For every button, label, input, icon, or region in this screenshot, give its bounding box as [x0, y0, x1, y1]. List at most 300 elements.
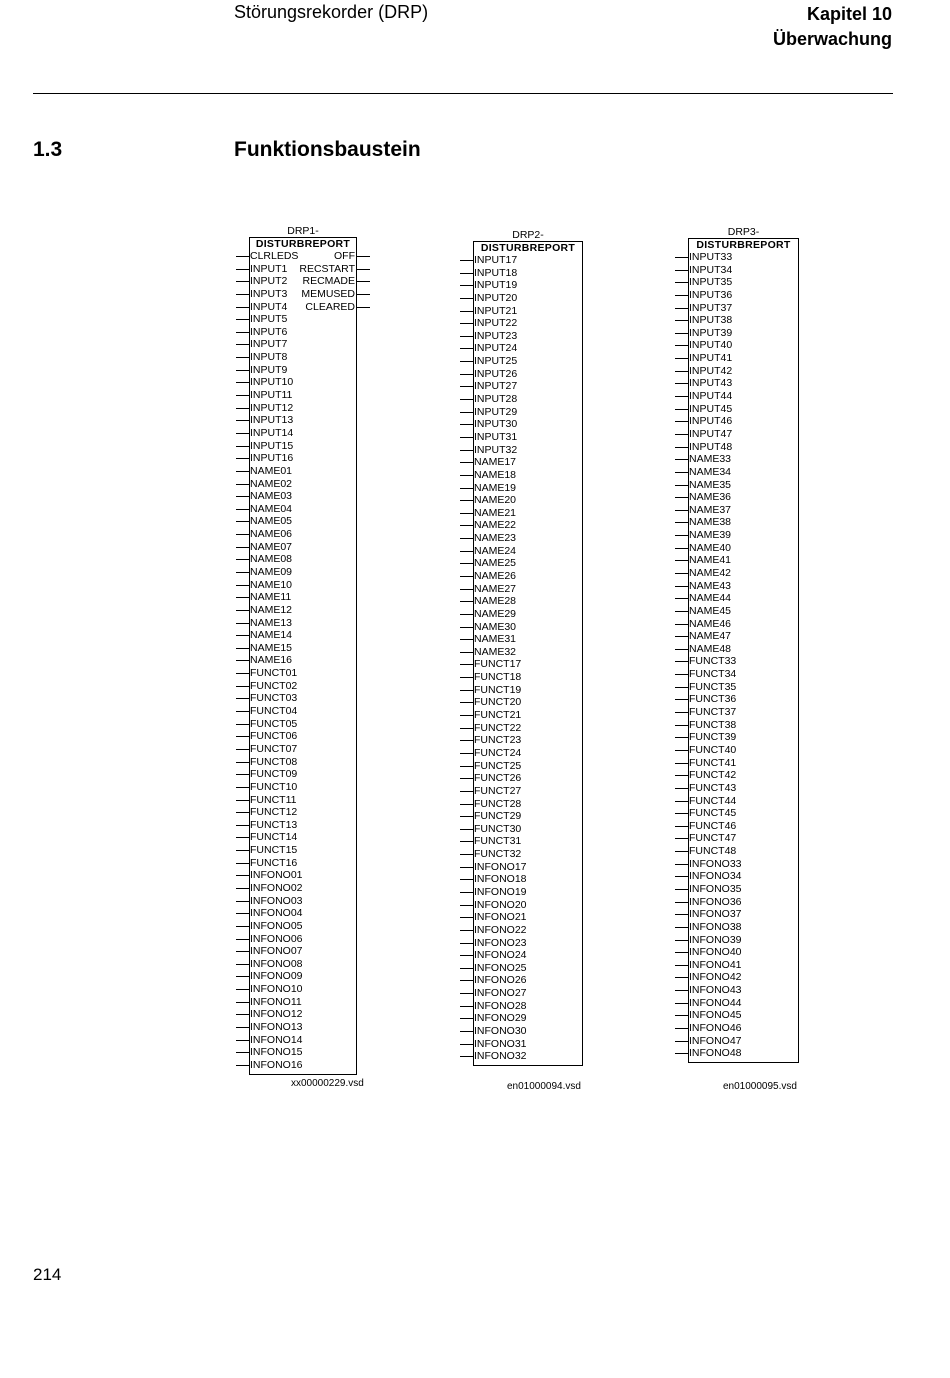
input-connector-line [236, 610, 249, 611]
input-connector-line [460, 677, 473, 678]
input-connector-line [236, 850, 249, 851]
input-connector-line [675, 712, 688, 713]
input-pin-label: FUNCT15 [250, 844, 298, 857]
input-connector-line [236, 686, 249, 687]
input-pin-label: INFONO46 [689, 1022, 742, 1035]
input-pin-label: INPUT10 [250, 376, 294, 389]
input-pin-label: FUNCT16 [250, 856, 298, 869]
input-connector-line [236, 901, 249, 902]
input-connector-line [675, 750, 688, 751]
input-pin-label: NAME38 [689, 516, 732, 529]
input-connector-line [675, 282, 688, 283]
input-pin-label: INPUT24 [474, 342, 518, 355]
input-pin-label: NAME22 [474, 519, 517, 532]
input-connector-line [236, 534, 249, 535]
input-pin-label: FUNCT42 [689, 769, 737, 782]
input-pin-label: INFONO12 [250, 1008, 303, 1021]
input-connector-line [236, 673, 249, 674]
input-pin-label: NAME30 [474, 620, 517, 633]
figure-file-id: en01000095.vsd [723, 1081, 797, 1092]
input-pin-label: INFONO16 [250, 1058, 303, 1071]
input-connector-line [236, 939, 249, 940]
input-pin-label: INPUT25 [474, 355, 518, 368]
input-pin-label: FUNCT44 [689, 794, 737, 807]
input-pin-label: INFONO42 [689, 971, 742, 984]
input-connector-line [675, 725, 688, 726]
input-pin-label: NAME44 [689, 592, 732, 605]
block-type-title: DISTURBREPORT [696, 239, 791, 251]
block-instance-label: DRP1- [287, 225, 319, 237]
input-connector-line [675, 396, 688, 397]
input-pin-label: INPUT16 [250, 452, 294, 465]
input-pin-label: INPUT4 [250, 300, 288, 313]
input-pin-label: INPUT34 [689, 263, 733, 276]
input-connector-line [675, 573, 688, 574]
input-connector-line [236, 951, 249, 952]
input-connector-line [236, 319, 249, 320]
input-pin-label: NAME09 [250, 566, 293, 578]
input-pin-label: FUNCT31 [474, 835, 522, 848]
input-pin-label: INFONO01 [250, 869, 303, 882]
input-pin-label: FUNCT08 [250, 755, 298, 768]
input-pin-label: NAME18 [474, 468, 517, 481]
input-pin-label: INPUT45 [689, 402, 733, 415]
input-connector-line [236, 521, 249, 522]
input-connector-line [236, 812, 249, 813]
input-pin-label: INFONO30 [474, 1025, 527, 1038]
input-pin-label: INPUT35 [689, 276, 733, 289]
input-pin-label: FUNCT17 [474, 658, 522, 671]
input-pin-label: INPUT28 [474, 393, 518, 406]
input-pin-label: FUNCT35 [689, 680, 737, 693]
input-connector-line [675, 788, 688, 789]
input-pin-label: NAME10 [250, 578, 293, 591]
input-pin-label: INPUT18 [474, 266, 518, 279]
input-connector-line [236, 547, 249, 548]
input-connector-line [675, 598, 688, 599]
input-connector-line [460, 930, 473, 931]
input-pin-label: NAME26 [474, 570, 517, 582]
input-pin-label: NAME35 [689, 478, 732, 491]
input-connector-line [675, 333, 688, 334]
input-connector-line [236, 471, 249, 472]
input-pin-label: INPUT38 [689, 314, 733, 327]
input-connector-line [675, 345, 688, 346]
input-pin-label: NAME48 [689, 642, 732, 655]
input-connector-line [236, 382, 249, 383]
input-connector-line [460, 551, 473, 552]
input-connector-line [460, 424, 473, 425]
input-pin-label: FUNCT46 [689, 819, 737, 832]
input-pin-label: NAME28 [474, 595, 517, 608]
input-connector-line [236, 787, 249, 788]
input-pin-label: FUNCT07 [250, 742, 298, 755]
input-pin-label: INPUT27 [474, 380, 518, 393]
input-connector-line [675, 472, 688, 473]
input-connector-line [460, 664, 473, 665]
input-connector-line [236, 863, 249, 864]
input-pin-label: FUNCT37 [689, 706, 737, 719]
input-connector-line [236, 698, 249, 699]
input-pin-label: INFONO17 [474, 860, 527, 873]
input-connector-line [236, 484, 249, 485]
input-pin-label: INFONO05 [250, 919, 303, 932]
input-pin-label: INPUT42 [689, 364, 733, 377]
input-pin-label: INFONO44 [689, 996, 742, 1009]
input-connector-line [460, 462, 473, 463]
block-type-title: DISTURBREPORT [255, 238, 351, 250]
input-pin-label: INPUT17 [474, 254, 518, 266]
input-connector-line [236, 269, 249, 270]
input-connector-line [236, 395, 249, 396]
output-pin-label: RECSTART [299, 262, 355, 275]
input-pin-label: NAME33 [689, 453, 732, 466]
input-pin-label: NAME14 [250, 629, 293, 642]
input-connector-line [236, 623, 249, 624]
input-pin-label: INFONO38 [689, 920, 742, 933]
input-connector-line [236, 458, 249, 459]
input-pin-label: NAME34 [689, 465, 732, 478]
input-pin-label: INFONO41 [689, 958, 742, 971]
input-pin-label: FUNCT30 [474, 822, 522, 835]
input-pin-label: INFONO27 [474, 987, 527, 1000]
input-connector-line [460, 955, 473, 956]
input-connector-line [236, 711, 249, 712]
input-pin-label: CLRLEDS [250, 250, 299, 262]
input-pin-label: INFONO47 [689, 1034, 742, 1047]
input-connector-line [236, 585, 249, 586]
input-connector-line [675, 383, 688, 384]
input-pin-label: FUNCT03 [250, 692, 298, 705]
input-pin-label: INPUT33 [689, 251, 733, 263]
input-connector-line [675, 813, 688, 814]
input-connector-line [236, 1065, 249, 1066]
input-pin-label: FUNCT01 [250, 667, 298, 680]
input-connector-line [460, 829, 473, 830]
input-pin-label: INPUT32 [474, 443, 518, 456]
input-connector-line [675, 320, 688, 321]
input-connector-line [675, 1003, 688, 1004]
input-pin-label: NAME25 [474, 557, 517, 570]
section-number: 1.3 [33, 138, 63, 161]
input-pin-label: INPUT5 [250, 313, 288, 326]
input-connector-line [236, 597, 249, 598]
input-pin-label: INFONO34 [689, 870, 742, 883]
input-connector-line [675, 497, 688, 498]
input-connector-line [236, 1014, 249, 1015]
input-connector-line [460, 488, 473, 489]
input-pin-label: NAME47 [689, 630, 732, 643]
input-pin-label: INFONO48 [689, 1047, 742, 1060]
input-connector-line [675, 1015, 688, 1016]
input-connector-line [460, 399, 473, 400]
input-connector-line [236, 648, 249, 649]
input-connector-line [675, 889, 688, 890]
input-pin-label: INFONO08 [250, 957, 303, 970]
input-connector-line [675, 1028, 688, 1029]
input-connector-line [460, 311, 473, 312]
input-pin-label: NAME23 [474, 532, 517, 545]
input-pin-label: INPUT44 [689, 390, 733, 403]
input-pin-label: INPUT20 [474, 291, 518, 304]
input-pin-label: NAME03 [250, 490, 293, 503]
input-pin-label: FUNCT32 [474, 848, 522, 861]
input-pin-label: FUNCT38 [689, 718, 737, 731]
input-connector-line [460, 740, 473, 741]
input-pin-label: INFONO23 [474, 936, 527, 949]
input-connector-line [675, 308, 688, 309]
input-pin-label: FUNCT12 [250, 806, 298, 819]
input-connector-line [236, 837, 249, 838]
input-pin-label: INPUT13 [250, 414, 294, 427]
input-connector-line [236, 964, 249, 965]
input-connector-line [460, 450, 473, 451]
input-pin-label: FUNCT36 [689, 693, 737, 706]
input-connector-line [236, 875, 249, 876]
input-pin-label: INPUT43 [689, 377, 733, 390]
input-pin-label: NAME19 [474, 481, 517, 494]
input-pin-label: INPUT21 [474, 304, 518, 317]
input-pin-label: FUNCT29 [474, 810, 522, 823]
input-pin-label: INFONO29 [474, 1012, 527, 1025]
input-pin-label: INPUT30 [474, 418, 518, 431]
input-connector-line [460, 867, 473, 868]
input-connector-line [675, 737, 688, 738]
input-pin-label: NAME42 [689, 567, 732, 579]
input-connector-line [675, 447, 688, 448]
input-connector-line [460, 627, 473, 628]
input-connector-line [460, 968, 473, 969]
input-connector-line [460, 1006, 473, 1007]
input-connector-line [675, 1041, 688, 1042]
input-connector-line [236, 1040, 249, 1041]
output-pin-label: MEMUSED [301, 287, 355, 300]
input-connector-line [460, 614, 473, 615]
input-pin-label: FUNCT45 [689, 807, 737, 820]
input-connector-line [236, 420, 249, 421]
input-connector-line [236, 736, 249, 737]
output-connector-line [357, 281, 370, 282]
input-connector-line [675, 371, 688, 372]
input-pin-label: NAME24 [474, 544, 517, 557]
header-right [773, 2, 892, 52]
input-pin-label: INPUT37 [689, 301, 733, 314]
figure-file-id: en01000094.vsd [507, 1081, 581, 1092]
input-connector-line [460, 766, 473, 767]
input-connector-line [236, 660, 249, 661]
input-connector-line [460, 336, 473, 337]
input-connector-line [460, 816, 473, 817]
input-pin-label: INPUT47 [689, 427, 733, 440]
input-connector-line [460, 917, 473, 918]
output-connector-line [357, 294, 370, 295]
input-connector-line [675, 801, 688, 802]
input-connector-line [675, 699, 688, 700]
input-pin-label: NAME43 [689, 579, 732, 592]
input-pin-label: INPUT15 [250, 439, 294, 452]
input-connector-line [460, 905, 473, 906]
input-connector-line [236, 357, 249, 358]
input-pin-label: NAME08 [250, 553, 293, 566]
input-connector-line [675, 409, 688, 410]
input-pin-label: FUNCT14 [250, 831, 298, 844]
input-connector-line [460, 538, 473, 539]
input-pin-label: INFONO35 [689, 883, 742, 895]
input-connector-line [675, 535, 688, 536]
input-connector-line [236, 294, 249, 295]
input-connector-line [675, 687, 688, 688]
input-pin-label: NAME16 [250, 654, 293, 667]
block-type-title: DISTURBREPORT [480, 242, 576, 254]
input-pin-label: INPUT39 [689, 326, 733, 339]
input-pin-label: INPUT36 [689, 288, 733, 301]
input-connector-line [460, 298, 473, 299]
input-pin-label: FUNCT21 [474, 709, 522, 722]
input-connector-line [675, 990, 688, 991]
input-pin-label: INFONO15 [250, 1046, 303, 1059]
input-connector-line [460, 702, 473, 703]
input-pin-label: NAME20 [474, 494, 517, 507]
output-pin-label: OFF [334, 250, 355, 262]
input-pin-label: FUNCT24 [474, 746, 522, 759]
input-pin-label: FUNCT47 [689, 832, 737, 845]
input-connector-line [460, 513, 473, 514]
input-connector-line [675, 358, 688, 359]
input-connector-line [460, 374, 473, 375]
input-pin-label: FUNCT25 [474, 759, 522, 772]
input-pin-label: FUNCT48 [689, 845, 737, 858]
input-connector-line [460, 841, 473, 842]
input-pin-label: FUNCT06 [250, 730, 298, 743]
input-connector-line [675, 586, 688, 587]
input-connector-line [236, 496, 249, 497]
input-pin-label: INPUT40 [689, 339, 733, 352]
input-connector-line [675, 421, 688, 422]
figure-file-id: xx00000229.vsd [291, 1078, 364, 1089]
header-divider [33, 93, 893, 94]
input-connector-line [236, 774, 249, 775]
input-connector-line [675, 826, 688, 827]
input-pin-label: NAME12 [250, 603, 293, 616]
input-connector-line [675, 902, 688, 903]
input-pin-label: FUNCT04 [250, 705, 298, 718]
input-connector-line [675, 510, 688, 511]
input-connector-line [236, 749, 249, 750]
input-connector-line [460, 386, 473, 387]
chapter-title: Überwachung [772, 29, 892, 49]
input-pin-label: FUNCT33 [689, 655, 737, 668]
input-pin-label: INPUT11 [250, 389, 293, 402]
input-pin-label: NAME17 [474, 456, 517, 469]
input-connector-line [460, 323, 473, 324]
input-connector-line [460, 273, 473, 274]
input-pin-label: INFONO45 [689, 1009, 742, 1022]
input-pin-label: FUNCT22 [474, 721, 522, 734]
input-connector-line [236, 256, 249, 257]
input-pin-label: FUNCT18 [474, 671, 522, 684]
input-pin-label: FUNCT26 [474, 772, 522, 785]
input-pin-label: INFONO14 [250, 1033, 303, 1046]
input-pin-label: NAME45 [689, 604, 732, 617]
input-pin-label: NAME31 [474, 633, 517, 646]
input-pin-label: INFONO18 [474, 873, 527, 886]
input-connector-line [236, 509, 249, 510]
input-connector-line [675, 624, 688, 625]
input-connector-line [460, 601, 473, 602]
input-pin-label: INFONO06 [250, 932, 303, 945]
input-pin-label: INPUT31 [474, 430, 518, 443]
input-connector-line [236, 1052, 249, 1053]
input-connector-line [460, 892, 473, 893]
input-pin-label: FUNCT28 [474, 797, 522, 810]
input-connector-line [675, 522, 688, 523]
input-pin-label: INFONO28 [474, 999, 527, 1012]
input-pin-label: INFONO21 [474, 911, 527, 924]
input-connector-line [460, 361, 473, 362]
input-connector-line [675, 838, 688, 839]
input-pin-label: INFONO33 [689, 857, 742, 870]
input-connector-line [460, 576, 473, 577]
input-pin-label: INPUT22 [474, 317, 518, 330]
input-pin-label: FUNCT19 [474, 683, 522, 696]
input-connector-line [236, 446, 249, 447]
input-pin-label: FUNCT41 [689, 756, 737, 769]
header-left-title: Störungsrekorder (DRP) [234, 2, 429, 22]
input-connector-line [675, 1053, 688, 1054]
block-instance-label: DRP2- [512, 229, 544, 241]
input-connector-line [460, 589, 473, 590]
input-connector-line [236, 332, 249, 333]
input-connector-line [460, 993, 473, 994]
input-pin-label: NAME15 [250, 641, 293, 654]
output-pin-label: RECMADE [302, 275, 355, 288]
input-connector-line [236, 1027, 249, 1028]
input-pin-label: INFONO19 [474, 886, 527, 898]
input-connector-line [460, 980, 473, 981]
input-connector-line [675, 940, 688, 941]
input-pin-label: INPUT46 [689, 415, 733, 428]
input-pin-label: FUNCT20 [474, 696, 522, 709]
input-pin-label: INFONO04 [250, 907, 303, 920]
input-connector-line [460, 285, 473, 286]
output-pin-label: CLEARED [305, 300, 355, 313]
input-connector-line [236, 307, 249, 308]
input-pin-label: FUNCT10 [250, 780, 298, 793]
input-pin-label: INFONO25 [474, 961, 527, 974]
input-connector-line [236, 559, 249, 560]
input-connector-line [460, 1044, 473, 1045]
input-pin-label: NAME13 [250, 616, 293, 629]
output-connector-line [357, 256, 370, 257]
input-pin-label: INFONO31 [474, 1037, 527, 1050]
input-connector-line [675, 927, 688, 928]
input-pin-label: INPUT48 [689, 440, 733, 453]
input-connector-line [675, 548, 688, 549]
input-connector-line [460, 500, 473, 501]
input-pin-label: INFONO13 [250, 1021, 303, 1034]
input-pin-label: INPUT2 [250, 275, 288, 288]
input-connector-line [675, 674, 688, 675]
input-pin-label: NAME21 [474, 506, 517, 519]
input-pin-label: INFONO39 [689, 933, 742, 946]
input-connector-line [236, 724, 249, 725]
input-pin-label: INFONO10 [250, 983, 303, 996]
input-connector-line [460, 728, 473, 729]
input-connector-line [675, 611, 688, 612]
input-connector-line [460, 690, 473, 691]
input-connector-line [236, 800, 249, 801]
input-connector-line [675, 914, 688, 915]
